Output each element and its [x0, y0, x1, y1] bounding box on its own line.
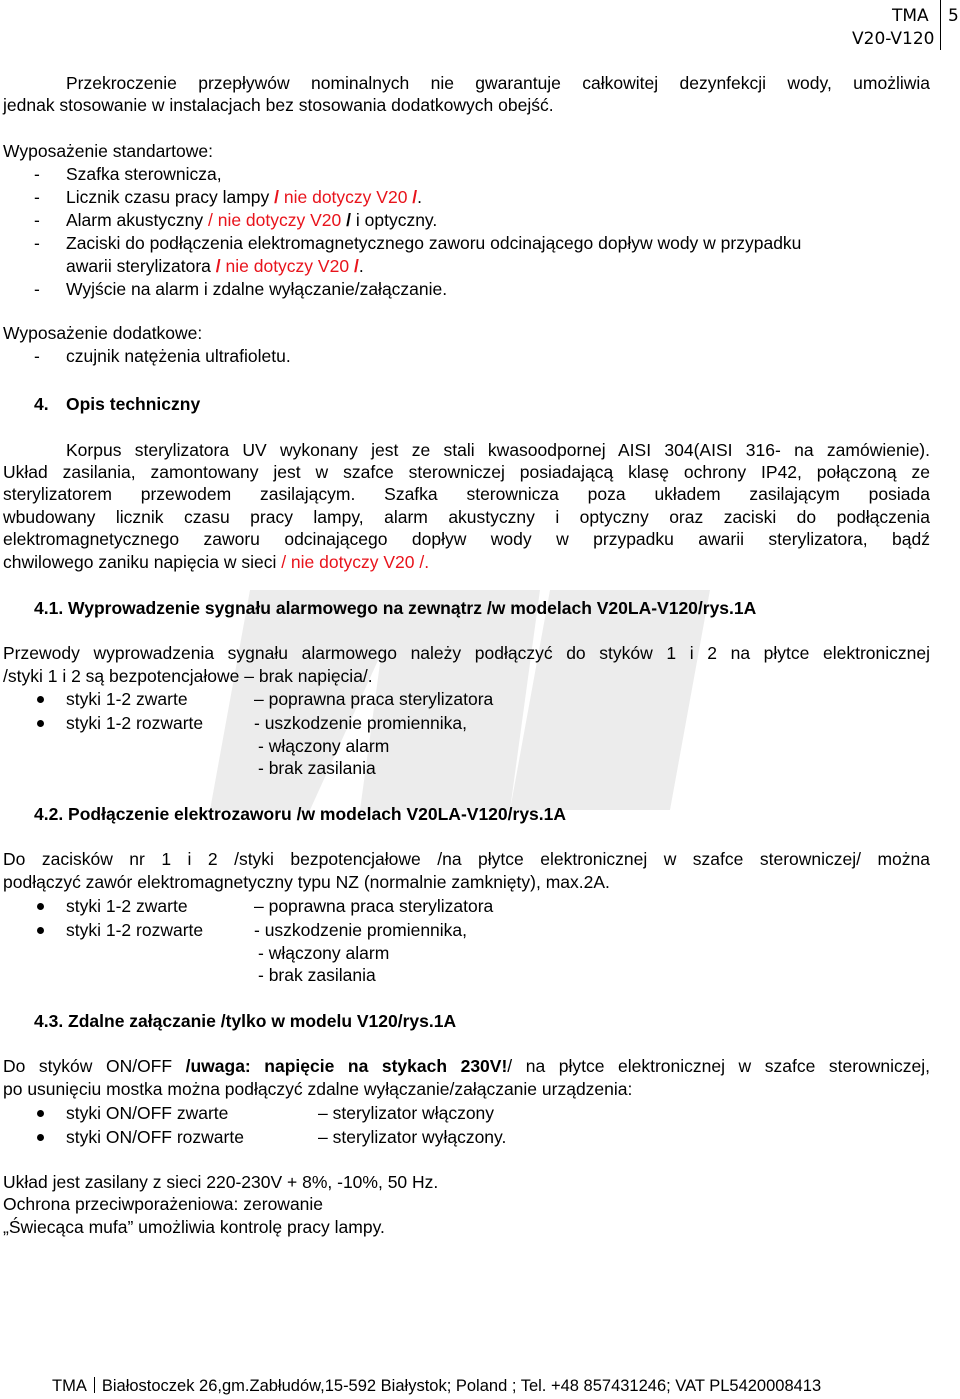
section-4-number: 4.	[34, 394, 49, 414]
additional-equipment-heading: Wyposażenie dodatkowe:	[3, 323, 203, 343]
list-item	[66, 210, 437, 231]
red-slash: /	[353, 256, 359, 276]
bullet-icon	[37, 696, 44, 703]
section-4-2-title: 4.2. Podłączenie elektrozaworu /w modelach V20LA-V120/rys.1A	[34, 804, 567, 824]
red-note: nie dotyczy V20	[279, 187, 413, 207]
bullet-label: styki 1-2 zwarte	[66, 689, 188, 709]
standard-equipment-heading: Wyposażenie standartowe:	[3, 141, 213, 161]
bullet-extra: - włączony alarm	[258, 736, 390, 756]
bullet-icon	[37, 927, 44, 934]
footer-company: TMA	[52, 1377, 87, 1395]
bullet-label: styki 1-2 rozwarte	[66, 920, 204, 940]
list-item-text: .	[417, 187, 423, 207]
intro-line-1: Przekroczenie przepływów nominalnych nie gwarantuje całkowitej dezynfekcji wody, umożliwia	[66, 73, 930, 93]
list-item: Szafka sterownicza,	[66, 164, 222, 184]
footer-address: Białostoczek 26,gm.Zabłudów,15-592 Białystok; Poland ; Tel. +48 857431246; VAT PL5420008413	[101, 1377, 822, 1395]
section-4-line: wbudowany licznik czasu pracy lampy, alarm akustyczny i optyczny oraz zaciski do podłączenia	[3, 507, 930, 527]
red-note: / nie dotyczy V20 /.	[281, 552, 430, 572]
list-dash: -	[34, 187, 40, 207]
list-item-text: i optyczny.	[351, 210, 438, 230]
footer-divider	[94, 1377, 95, 1393]
slash: /	[346, 210, 351, 230]
footer	[52, 1377, 821, 1396]
section-4-3-title: 4.3. Zdalne załączanie /tylko w modelu V120/rys.1A	[34, 1011, 457, 1031]
red-slash: /	[274, 187, 280, 207]
list-dash: -	[34, 346, 40, 366]
warning-text: /uwaga: napięcie na stykach 230V!	[185, 1056, 508, 1076]
list-dash: -	[34, 279, 40, 299]
bullet-description: – sterylizator włączony	[318, 1103, 495, 1123]
bullet-description: - uszkodzenie promiennika,	[254, 920, 468, 940]
list-item-text: .	[358, 256, 364, 276]
list-item-text: Licznik czasu pracy lampy	[66, 187, 275, 207]
header-model: V20-V120	[852, 29, 935, 49]
list-item-continued	[66, 256, 364, 277]
bullet-label: styki ON/OFF rozwarte	[66, 1127, 244, 1147]
section-4-line: Układ zasilania, zamontowany jest w szafce sterowniczej posiadającą klasę ochrony IP42, połączoną ze	[3, 462, 930, 482]
header-divider	[940, 0, 941, 50]
closing-line: „Świecąca mufa” umożliwia kontrolę pracy lampy.	[3, 1217, 385, 1237]
bullet-description: – poprawna praca sterylizatora	[254, 896, 494, 916]
bullet-description: – sterylizator wyłączony.	[318, 1127, 507, 1147]
section-4-2-line-2: podłączyć zawór elektromagnetyczny typu NZ (normalnie zamknięty), max.2A.	[3, 872, 610, 892]
bullet-icon	[37, 1110, 44, 1117]
section-4-line: Korpus sterylizatora UV wykonany jest ze stali kwasoodpornej AISI 304(AISI 316- na zamówienie).	[66, 440, 930, 460]
section-4-1-title: 4.1. Wyprowadzenie sygnału alarmowego na zewnątrz /w modelach V20LA-V120/rys.1A	[34, 598, 757, 618]
red-slash: /	[412, 187, 418, 207]
section-4-last-line	[3, 552, 429, 573]
list-item: czujnik natężenia ultrafioletu.	[66, 346, 291, 366]
red-note: / nie dotyczy V20	[207, 210, 347, 230]
bullet-icon	[37, 720, 44, 727]
list-dash: -	[34, 164, 40, 184]
section-4-line: sterylizatorem przewodem zasilającym. Szafka sterownicza poza układem zasilającym posiada	[3, 484, 930, 504]
section-4-text: chwilowego zaniku napięcia w sieci	[3, 552, 282, 572]
list-item-text: awarii sterylizatora	[66, 256, 216, 276]
bullet-extra: - brak zasilania	[258, 965, 376, 985]
section-4-3-line-1	[3, 1056, 930, 1077]
bullet-label: styki 1-2 rozwarte	[66, 713, 204, 733]
intro-line-2: jednak stosowanie w instalacjach bez stosowania dodatkowych obejść.	[3, 95, 554, 115]
header-company: TMA	[892, 6, 929, 26]
closing-line: Układ jest zasilany z sieci 220-230V + 8%, -10%, 50 Hz.	[3, 1172, 439, 1192]
bullet-label: styki ON/OFF zwarte	[66, 1103, 229, 1123]
bullet-label: styki 1-2 zwarte	[66, 896, 188, 916]
bullet-icon	[37, 903, 44, 910]
bullet-extra: - włączony alarm	[258, 943, 390, 963]
section-4-1-line-1: Przewody wyprowadzenia sygnału alarmowego należy podłączyć do styków 1 i 2 na płytce elektronicznej	[3, 643, 930, 663]
list-dash: -	[34, 210, 40, 230]
section-4-title: Opis techniczny	[66, 394, 201, 414]
section-4-3-text: Do styków ON/OFF	[3, 1056, 186, 1076]
list-dash: -	[34, 233, 40, 253]
list-item: Wyjście na alarm i zdalne wyłączanie/załączanie.	[66, 279, 448, 299]
bullet-description: - uszkodzenie promiennika,	[254, 713, 468, 733]
closing-line: Ochrona przeciwporażeniowa: zerowanie	[3, 1194, 324, 1214]
red-note: nie dotyczy V20	[220, 256, 354, 276]
bullet-icon	[37, 1134, 44, 1141]
bullet-extra: - brak zasilania	[258, 758, 376, 778]
list-item-text: Alarm akustyczny	[66, 210, 208, 230]
list-item: Zaciski do podłączenia elektromagnetycznego zaworu odcinającego dopływ wody w przypadku	[66, 233, 802, 253]
bullet-description: – poprawna praca sterylizatora	[254, 689, 494, 709]
section-4-line: elektromagnetycznego zaworu odcinającego dopływ wody w przypadku awarii sterylizatora, bądź	[3, 529, 930, 549]
red-slash: /	[215, 256, 221, 276]
section-4-2-line-1: Do zacisków nr 1 i 2 /styki bezpotencjałowe /na płytce elektronicznej w szafce sterowniczej/ można	[3, 849, 930, 869]
section-4-3-line-2: po usunięciu mostka można podłączyć zdalne wyłączanie/załączanie urządzenia:	[3, 1079, 633, 1099]
section-4-1-line-2: /styki 1 i 2 są bezpotencjałowe – brak napięcia/.	[3, 666, 373, 686]
page-number: 5	[948, 6, 959, 26]
section-4-3-text: / na płytce elektronicznej w szafce sterowniczej,	[507, 1056, 930, 1076]
list-item	[66, 187, 422, 208]
